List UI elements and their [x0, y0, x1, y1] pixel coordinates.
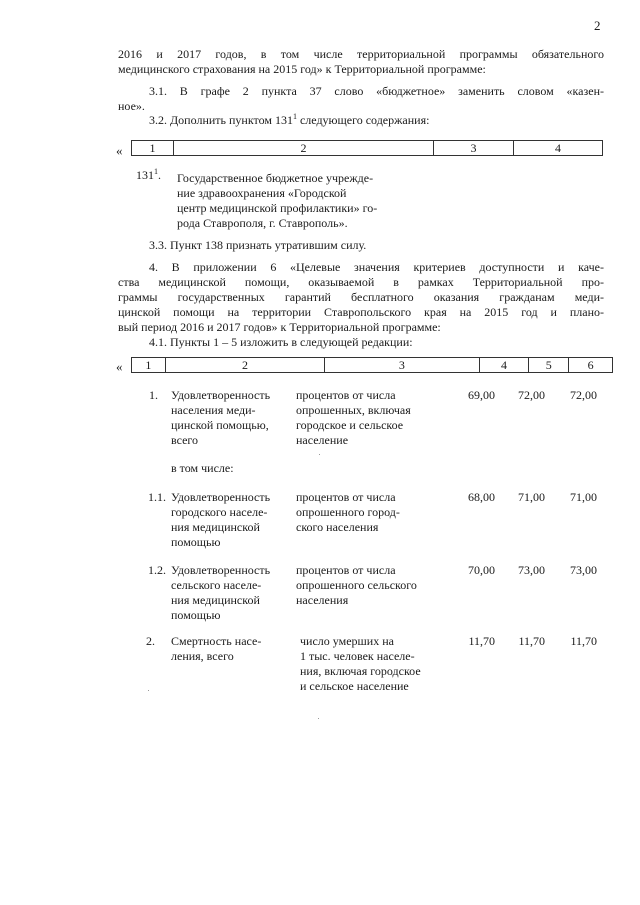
- value-2016: 73,00: [518, 563, 545, 577]
- row-unit-line: ния, включая городское: [300, 664, 421, 678]
- row-unit-line: 1 тыс. человек населе-: [300, 649, 415, 663]
- table1-row-text-1: Государственное бюджетное учрежде-: [177, 171, 374, 185]
- table2-open-quote: «: [116, 359, 123, 374]
- row-name-line: Удовлетворенность: [171, 388, 271, 402]
- value-2016: 72,00: [518, 388, 545, 402]
- row-name-line: всего: [171, 433, 199, 447]
- table2-header-4: 4: [480, 358, 530, 372]
- value-2016: 11,70: [518, 634, 545, 648]
- value-2017: 72,00: [570, 388, 597, 402]
- row-number: 1.: [149, 388, 158, 402]
- table2-header-1: 1: [132, 358, 166, 372]
- row-number: 1.1.: [148, 490, 166, 504]
- intro-line-1: 2016 и 2017 годов, в том числе территориальной программы обязательного: [118, 47, 604, 61]
- table2-header-5: 5: [529, 358, 569, 372]
- table2-header-3: 3: [325, 358, 479, 372]
- row-name-line: населения меди-: [171, 403, 256, 417]
- row-unit-line: опрошенных, включая: [296, 403, 411, 417]
- scan-speck: [319, 454, 320, 455]
- para-4-1: 4.1. Пункты 1 – 5 изложить в следующей редакции:: [149, 335, 413, 349]
- scan-speck: [148, 690, 149, 691]
- table1-row-num-sup: 1: [154, 167, 158, 176]
- para-4-line-4: цинской помощи на территории Ставропольского края на 2015 год и плано-: [118, 305, 604, 319]
- row-unit-line: процентов от числа: [296, 563, 396, 577]
- row-unit-line: населения: [296, 593, 349, 607]
- para-3-2-text: 3.2. Дополнить пунктом 131: [149, 113, 293, 127]
- table1-row-text-4: рода Ставрополя, г. Ставрополь».: [177, 216, 348, 230]
- row-unit-line: ского населения: [296, 520, 379, 534]
- row-name-line: цинской помощью,: [171, 418, 269, 432]
- table1-row-text-2: ние здравоохранения «Городской: [177, 186, 347, 200]
- row-unit-line: население: [296, 433, 349, 447]
- value-2017: 11,70: [570, 634, 597, 648]
- value-2015: 69,00: [468, 388, 495, 402]
- row-name-line: городского населе-: [171, 505, 268, 519]
- para-3-3: 3.3. Пункт 138 признать утратившим силу.: [149, 238, 367, 252]
- row-number: 2.: [146, 634, 155, 648]
- value-2015: 11,70: [468, 634, 495, 648]
- row-unit-line: процентов от числа: [296, 490, 396, 504]
- value-2017: 71,00: [570, 490, 597, 504]
- in-total-label: в том числе:: [171, 461, 234, 475]
- row-unit-line: число умерших на: [300, 634, 394, 648]
- value-2016: 71,00: [518, 490, 545, 504]
- para-4-line-1: 4. В приложении 6 «Целевые значения критериев доступности и каче-: [149, 260, 604, 274]
- value-2015: 68,00: [468, 490, 495, 504]
- table1-row-num-suffix: .: [158, 168, 161, 182]
- row-name-line: Удовлетворенность: [171, 490, 271, 504]
- table1-open-quote: «: [116, 143, 123, 158]
- table2-header-6: 6: [587, 358, 594, 372]
- para-4-line-3: граммы государственных гарантий бесплатного оказания гражданам меди-: [118, 290, 604, 304]
- para-3-1-line-1: 3.1. В графе 2 пункта 37 слово «бюджетное» заменить словом «казен-: [149, 84, 604, 98]
- table2-header-2: 2: [166, 358, 325, 372]
- row-unit-line: процентов от числа: [296, 388, 396, 402]
- value-2015: 70,00: [468, 563, 495, 577]
- row-name-line: ния медицинской: [171, 593, 260, 607]
- row-name-line: ния медицинской: [171, 520, 260, 534]
- table1-header-4: 4: [555, 141, 561, 155]
- scan-speck: [318, 718, 319, 719]
- para-3-2: [149, 113, 429, 128]
- row-number: 1.2.: [148, 563, 166, 577]
- table1-row-number: [136, 168, 161, 183]
- table1-header-3: 3: [434, 141, 514, 155]
- row-unit-line: и сельское население: [300, 679, 409, 693]
- table1-header-1: 1: [132, 141, 174, 155]
- row-name-line: ления, всего: [171, 649, 234, 663]
- row-name-line: помощью: [171, 608, 221, 622]
- para-4-line-5: вый период 2016 и 2017 годов» к Территориальной программе:: [118, 320, 441, 334]
- table2-header-row: [131, 357, 613, 373]
- table1-header-2: 2: [174, 141, 434, 155]
- value-2017: 73,00: [570, 563, 597, 577]
- row-name-line: Смертность насе-: [171, 634, 262, 648]
- table1-row-num: 131: [136, 168, 154, 182]
- table1-header-row: [131, 140, 603, 156]
- para-3-1-line-2: ное».: [118, 99, 145, 113]
- row-unit-line: опрошенного город-: [296, 505, 400, 519]
- row-unit-line: опрошенного сельского: [296, 578, 417, 592]
- intro-line-2: медицинского страхования на 2015 год» к Территориальной программе:: [118, 62, 486, 76]
- table1-row-text-3: центр медицинской профилактики» го-: [177, 201, 378, 215]
- para-4-line-2: ства медицинской помощи, оказываемой в рамках Территориальной про-: [118, 275, 604, 289]
- row-name-line: Удовлетворенность: [171, 563, 271, 577]
- row-name-line: сельского населе-: [171, 578, 262, 592]
- para-3-2-tail: следующего содержания:: [296, 113, 430, 127]
- row-unit-line: городское и сельское: [296, 418, 404, 432]
- para-3-2-sup: 1: [292, 112, 297, 121]
- row-name-line: помощью: [171, 535, 221, 549]
- page-number: 2: [594, 18, 601, 33]
